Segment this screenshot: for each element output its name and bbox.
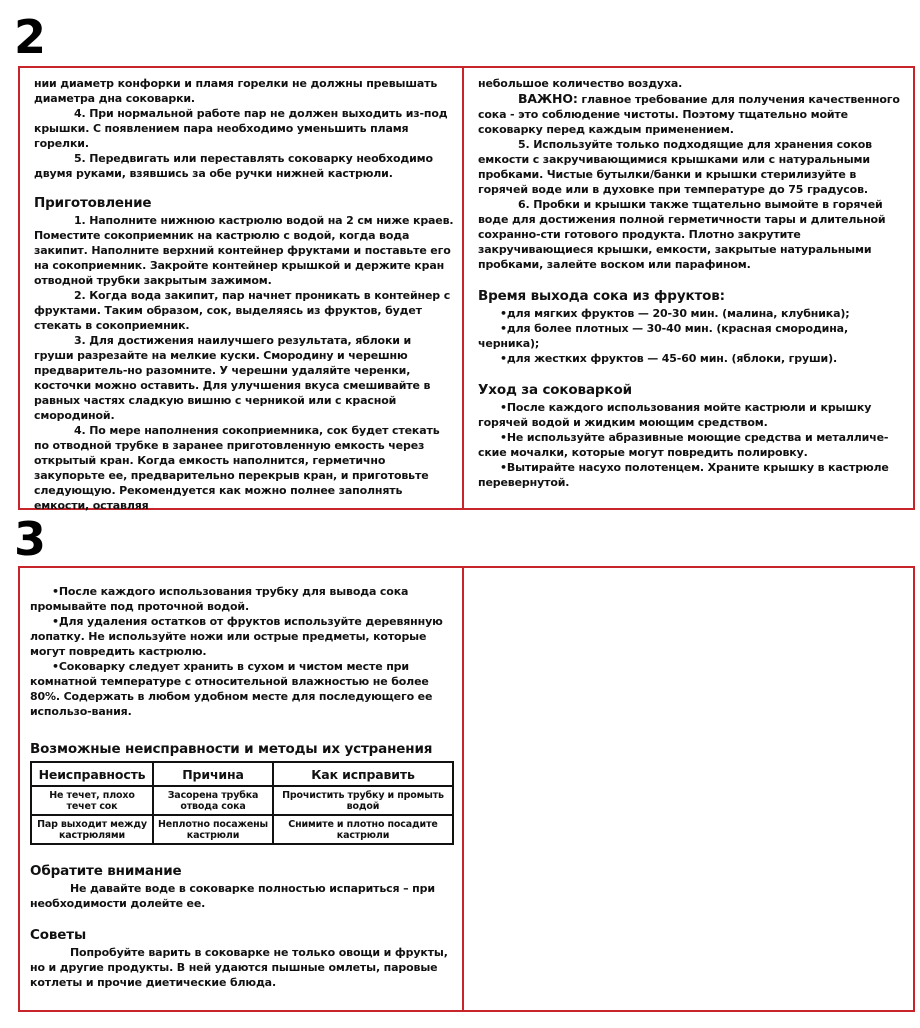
paragraph: 5. Передвигать или переставлять соковарку необходимо двумя руками, взявшись за обе ручки нижней кастрюли. <box>34 152 433 180</box>
table-cell: Неплотно посажены кастрюли <box>153 815 273 844</box>
paragraph: Попробуйте варить в соковарке не только овощи и фрукты, но и другие продукты. В ней удаются пышные омлеты, паровые котлеты и прочие диетические блюда. <box>30 946 448 989</box>
table-cell: Засорена трубка отвода сока <box>153 786 273 815</box>
page-2-left-column <box>34 76 454 513</box>
paragraph: 6. Пробки и крышки также тщательно вымойте в горячей воде для достижения полной герметичности тары и длительной сохранно-сти готового продукта. Плотно закрутите закручивающиеся крышки, емкости, закрытые натуральными пробками, залейте воском или парафином. <box>478 198 886 271</box>
table-cell: Не течет, плохо течет сок <box>31 786 153 815</box>
page-number-2: 2 <box>14 10 47 64</box>
step: 4. По мере наполнения сокоприемника, сок будет стекать по отводной трубке в заранее приготовленную емкость через открытый кран. Когда емкость наполнится, герметично закупорьте ее, предварительно перекрыв кран, и приготовьте следующую. Рекомендуется как можно полнее заполнять емкости, оставляя <box>34 424 440 512</box>
important-text: главное требование для получения качественного сока - это соблюдение чистоты. Поэтому тщательно мойте соковарку перед каждым применением. <box>478 93 900 136</box>
important-note <box>478 91 906 137</box>
table-row <box>31 815 453 844</box>
column-header: Причина <box>153 762 273 786</box>
list-item: •Для удаления остатков от фруктов используйте деревянную лопатку. Не используйте ножи или острые предметы, которые могут повредить кастрюлю. <box>30 615 443 658</box>
section-title-juice-time: Время выхода сока из фруктов: <box>478 288 725 304</box>
list-item: •После каждого использования мойте кастрюли и крышку горячей водой и жидким моющим средством. <box>478 401 872 429</box>
paragraph: Не давайте воде в соковарке полностью испариться – при необходимости долейте ее. <box>30 882 435 910</box>
step: 1. Наполните нижнюю кастрюлю водой на 2 см ниже краев. Поместите сокоприемник на кастрюлю с водой, когда вода закипит. Наполните верхний контейнер фруктами и поставьте его на сокоприемник. Закройте контейнер крышкой и держите кран отводной трубки закрытым зажимом. <box>34 214 454 287</box>
section-title-preparation: Приготовление <box>34 195 152 211</box>
column-divider <box>462 68 464 508</box>
table-header-row <box>31 762 453 786</box>
table-row <box>31 786 453 815</box>
paragraph: 4. При нормальной работе пар не должен выходить из-под крышки. С появлением пара необходимо уменьшить пламя горелки. <box>34 107 448 150</box>
column-divider <box>462 568 464 1010</box>
table-cell: Пар выходит между кастрюлями <box>31 815 153 844</box>
list-item: •Вытирайте насухо полотенцем. Храните крышку в кастрюле перевернутой. <box>478 461 889 489</box>
list-item: •Соковарку следует хранить в сухом и чистом месте при комнатной температуре с относительной влажностью не более 80%. Содержать в любом удобном месте для последующего ее использо-вания. <box>30 660 433 718</box>
table-cell: Снимите и плотно посадите кастрюли <box>273 815 453 844</box>
column-header: Как исправить <box>273 762 453 786</box>
step: 2. Когда вода закипит, пар начнет проникать в контейнер с фруктами. Таким образом, сок, выделяясь из фруктов, будет стекать в сокоприемник. <box>34 289 451 332</box>
page-3-frame <box>18 566 915 1012</box>
important-label: ВАЖНО: <box>518 91 578 106</box>
list-item: •для жестких фруктов — 45-60 мин. (яблоки, груши). <box>500 352 838 365</box>
page-3-left-column <box>30 584 454 990</box>
page-2-right-column <box>478 76 906 490</box>
paragraph: небольшое количество воздуха. <box>478 77 683 90</box>
section-title-attention: Обратите внимание <box>30 863 182 879</box>
section-title-care: Уход за соковаркой <box>478 382 632 398</box>
page-3-right-column-empty <box>466 568 913 1010</box>
list-item: •Не используйте абразивные моющие средства и металличе-ские мочалки, которые могут повредить полировку. <box>478 431 889 459</box>
section-title-faults: Возможные неисправности и методы их устранения <box>30 741 433 757</box>
paragraph: 5. Используйте только подходящие для хранения соков емкости с закручивающимися крышками или с натуральными пробками. Чистые бутылки/банки и крышки стерилизуйте в горячей воде или в духовке при температуре до 75 градусов. <box>478 138 872 196</box>
section-title-tips: Советы <box>30 927 87 943</box>
page-number-3: 3 <box>14 512 47 566</box>
table-cell: Прочистить трубку и промыть водой <box>273 786 453 815</box>
list-item: •для более плотных — 30-40 мин. (красная смородина, черника); <box>478 322 848 350</box>
list-item: •После каждого использования трубку для вывода сока промывайте под проточной водой. <box>30 585 409 613</box>
step: 3. Для достижения наилучшего результата, яблоки и груши разрезайте на мелкие куски. Смородину и черешню предваритель-но разомните. У черешни удаляйте черенки, косточки можно оставить. Для улучшения вкуса смешивайте в равных частях сладкую вишню с черникой или с красной смородиной. <box>34 334 431 422</box>
faults-table <box>30 761 454 845</box>
page-2-frame <box>18 66 915 510</box>
list-item: •для мягких фруктов — 20-30 мин. (малина, клубника); <box>500 307 850 320</box>
paragraph: нии диаметр конфорки и пламя горелки не должны превышать диаметра дна соковарки. <box>34 77 438 105</box>
column-header: Неисправность <box>31 762 153 786</box>
